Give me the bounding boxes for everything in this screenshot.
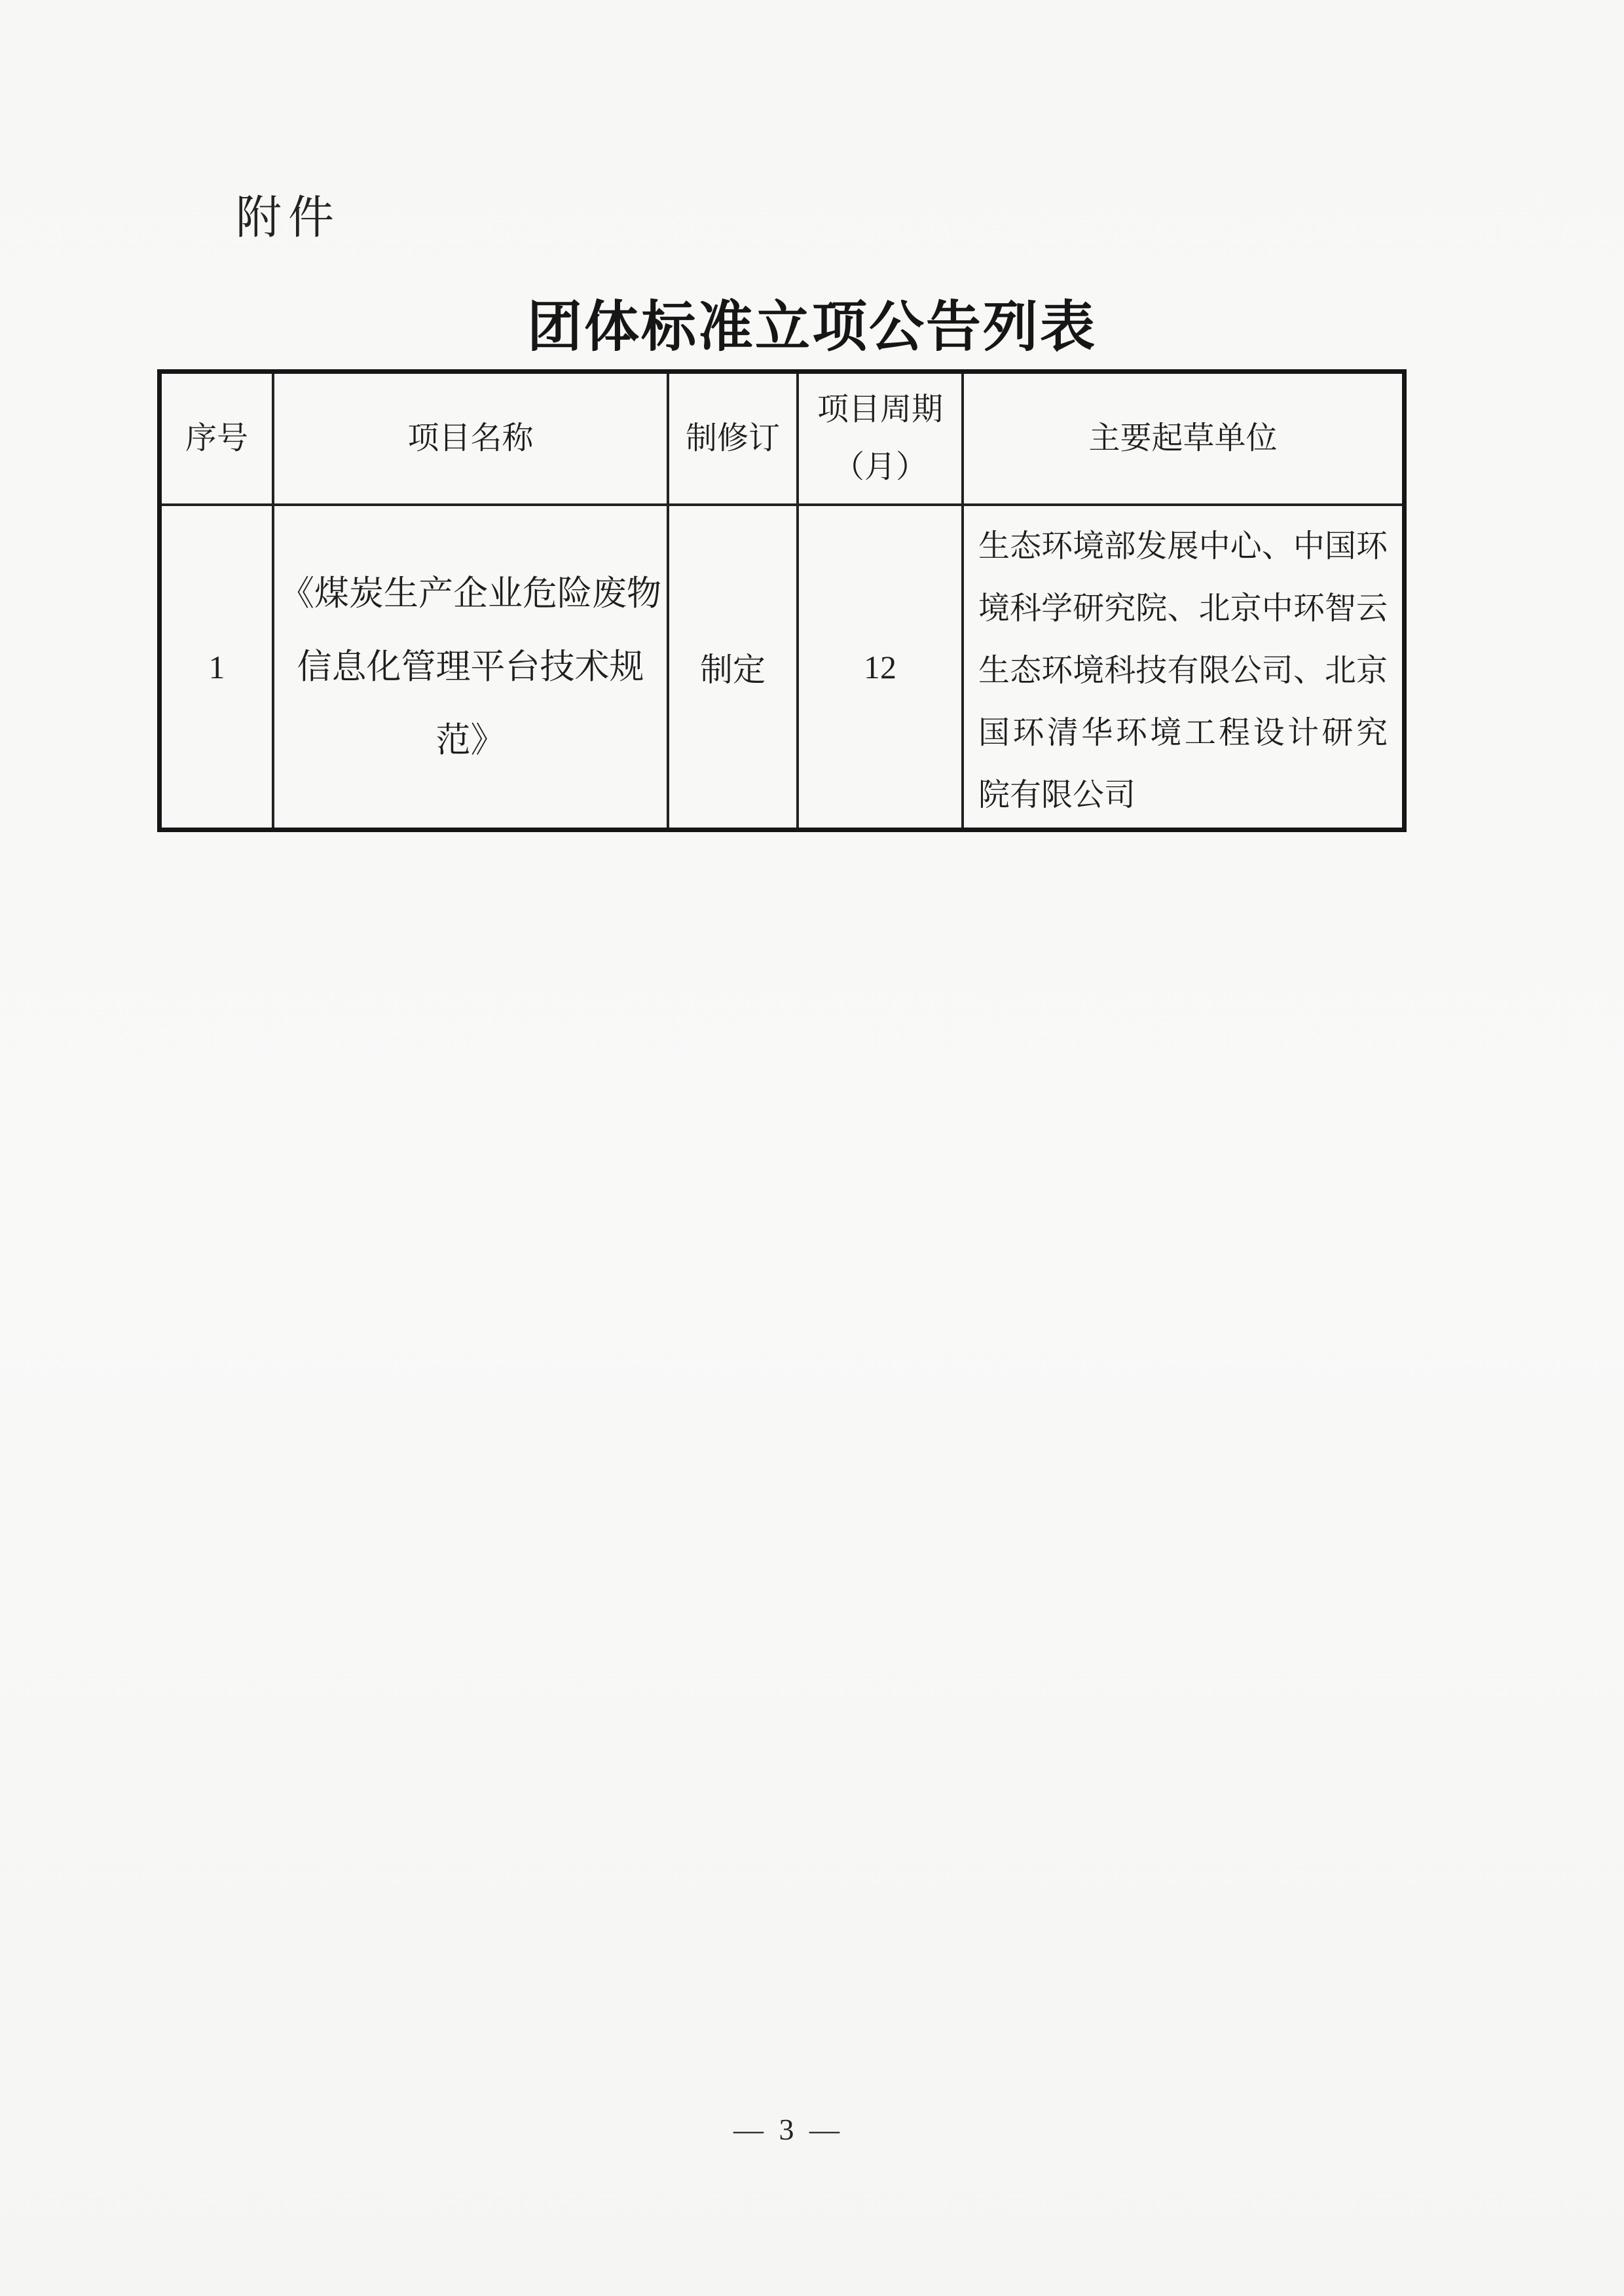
text-line: 国环清华环境工程设计研究 (978, 716, 1388, 750)
text-line: 院有限公司 (978, 778, 1136, 812)
header-cell-project-name: 项目名称 (274, 374, 669, 506)
text-line: 《煤炭生产企业危险废物 (280, 574, 661, 613)
text-line: 项目周期 (817, 392, 943, 427)
text-line: 境科学研究院、北京中环智云 (978, 591, 1388, 626)
page-number: — 3 — (733, 2113, 843, 2146)
text-line: 信息化管理平台技术规 (297, 647, 644, 686)
header-cell-drafting-units: 主要起草单位 (964, 374, 1402, 506)
text-line: 生态环境部发展中心、中国环 (978, 529, 1388, 564)
standards-project-table (157, 369, 1407, 832)
row-cell-project-name (274, 506, 669, 828)
row-cell-drafting-units (964, 506, 1402, 828)
attachment-label: 附件 (236, 193, 341, 244)
text-line: 范》 (435, 721, 506, 759)
header-cell-revision-type: 制修订 (669, 374, 799, 506)
row-cell-revision-type: 制定 (669, 506, 799, 828)
text-line: 生态环境科技有限公司、北京 (978, 653, 1388, 688)
header-cell-index: 序号 (162, 374, 274, 506)
row-cell-period-months: 12 (799, 506, 964, 828)
row-cell-index: 1 (162, 506, 274, 828)
header-cell-project-period (799, 374, 964, 506)
text-line: （月） (832, 450, 927, 484)
page-title: 团体标准立项公告列表 (526, 297, 1097, 358)
